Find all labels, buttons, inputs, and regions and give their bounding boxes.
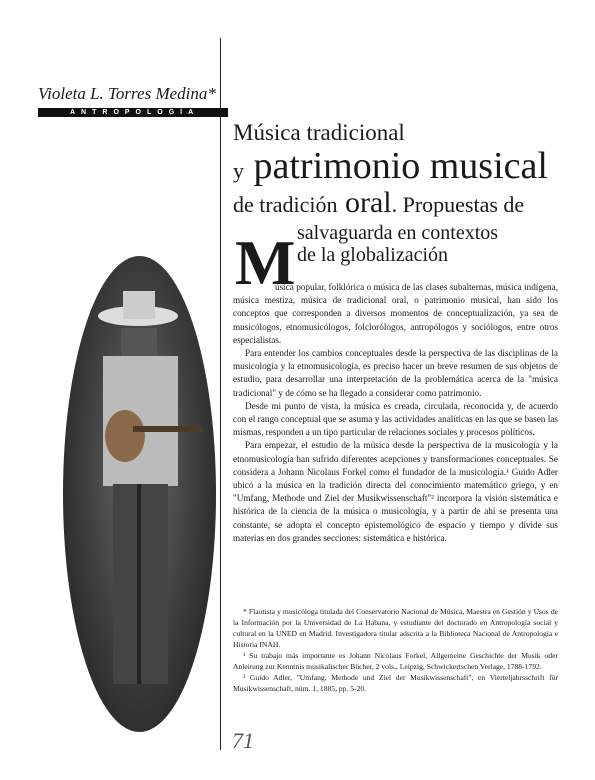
section-bar: ANTROPOLOGÍA [38,108,228,117]
title-big: oral [344,186,392,219]
title-main: patrimonio musical [253,145,548,187]
guitarist-figure [63,256,216,732]
drop-cap: M [235,227,296,298]
body-text [233,281,558,545]
footnotes [233,606,558,694]
title-rest: . Propuestas de [391,192,525,217]
oval-photo [63,256,216,732]
body-paragraph: úsica popular, folklórica o música de las clases subalternas, música indígena, música mestiza, música de tradicional oral, o patrimonio musical, han sido los conceptos que corresponden a diversos momentos de conceptualización, ya sea de musicólogos, etnomusicólogos, folclorólogos, antropólogos y sociólogos, entre otros especialistas. [233,282,558,345]
page-number: 71 [232,728,254,753]
title-line-2 [233,146,548,191]
title-line-3 [233,186,524,222]
body-paragraph: Para entender los cambios conceptuales desde la perspectiva de las disciplinas de la musicología y la etnomusicología, es preciso hacer un breve resumen de sus objetos de estudio, para desarrollar una interpretación de la problemática acerca de la "música tradicional" y de cómo se ha llegado a considerar como patrimonio. [233,348,558,398]
footnote: * Flautista y musicóloga titulada del Conservatorio Nacional de Música, Maestra en Gestión y Usos de la Información por la Universidad de La Habana, y estudiante del doctorado en Antropología social y cultural en la UNED en Madrid. Investigadora titular adscrita a la Biblioteca Nacional de Antropología e Historia INAH. [233,607,558,649]
footnote: ² Guido Adler, "Umfang, Methode und Ziel der Musikwissenschaft", en Vierteljahrsschrift für Musikwissenschaft, núm. 1, 1885, pp. 5-20. [233,673,558,693]
author-name: Violeta L. Torres Medina* [38,84,216,103]
vertical-rule [220,38,221,750]
title-line-5: de la globalización [297,244,449,266]
footnote: ¹ Su trabajo más importante es Johann Nicolaus Forkel, Allgemeine Geschichte der Musik oder Anleitung zur Kenntnis musikalischer Bücher, 2 vols., Leipzig, Schwickertschen Verlage, 1788-1792. [233,651,558,671]
body-paragraph: Desde mi punto de vista, la música es creada, circulada, reconocida y, de acuerdo con el rango conceptual que se asuma y las actividades analíticas en las que se basen las mismas, responden a un tipo particular de relaciones sociales y procesos políticos. [233,400,558,438]
title-line-1: Música tradicional [233,120,405,145]
title-line-4: salvaguarda en contextos [297,222,499,244]
title-small: de tradición [233,192,338,217]
body-paragraph: Para empezar, el estudio de la música desde la perspectiva de la musicología y la etnomusicología han sufrido diferentes acepciones y transformaciones conceptuales. Se considera a Johann Nicolaus Forkel como el fundador de la musicología.¹ Guido Adler ubicó a la música en la tradición directa del conocimiento matemático griego, y en "Umfang, Methode und Ziel der Musikwissenschaft"² incorpora la visión sistemática e histórica de la ciencia de la música o musicología, y a partir de ahí se presenta una constante, se adopta el concepto epistemológico de espacio y tiempo y divide sus materias en dos grandes secciones: sistemática e histórica. [233,440,558,543]
title-y: y [233,158,244,183]
